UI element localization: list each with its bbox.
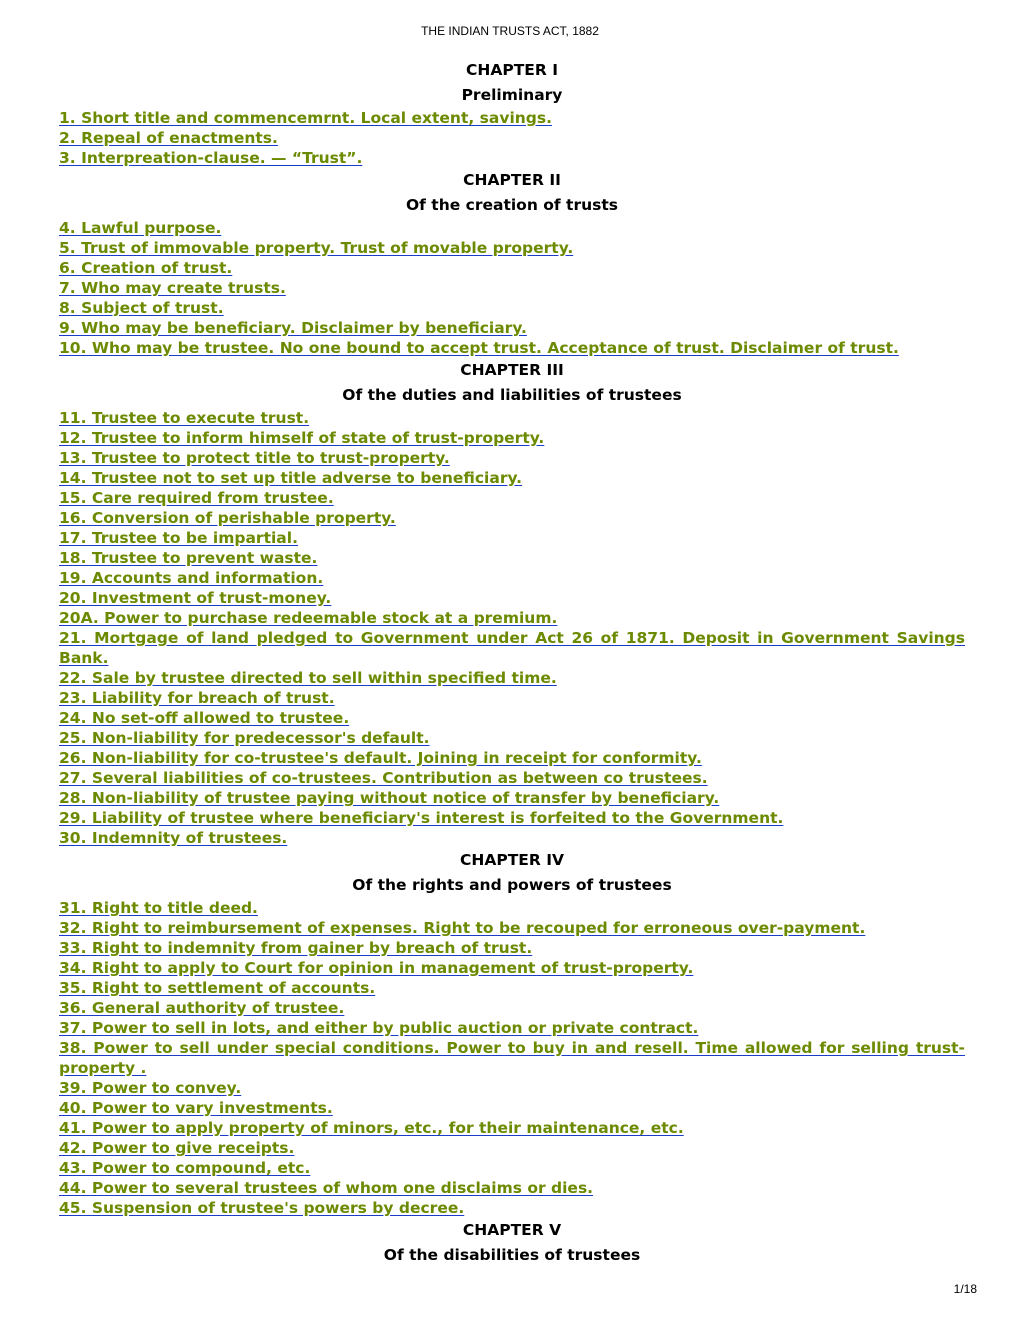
section-link[interactable]: 26. Non-liability for co-trustee's default. Joining in receipt for conformity. xyxy=(59,749,702,767)
section-link[interactable]: 5. Trust of immovable property. Trust of movable property. xyxy=(59,239,574,257)
section-link[interactable]: 14. Trustee not to set up title adverse to beneficiary. xyxy=(59,469,523,487)
chapter-title: Of the creation of trusts xyxy=(405,196,618,214)
chapter-title: Of the disabilities of trustees xyxy=(383,1246,641,1264)
section-link[interactable]: 42. Power to give receipts. xyxy=(59,1139,295,1157)
section-link[interactable]: 45. Suspension of trustee's powers by decree. xyxy=(59,1199,465,1217)
section-link[interactable]: 11. Trustee to execute trust. xyxy=(59,409,310,427)
section-link[interactable]: 27. Several liabilities of co-trustees. Contribution as between co trustees. xyxy=(59,769,708,787)
section-link[interactable]: 23. Liability for breach of trust. xyxy=(59,689,335,707)
chapter-number: CHAPTER III xyxy=(460,361,564,379)
section-link[interactable]: 7. Who may create trusts. xyxy=(59,279,286,297)
section-link[interactable]: 28. Non-liability of trustee paying without notice of transfer by beneficiary. xyxy=(59,789,720,807)
section-link[interactable]: 24. No set-off allowed to trustee. xyxy=(59,709,350,727)
section-link[interactable]: 34. Right to apply to Court for opinion in management of trust-property. xyxy=(59,959,694,977)
section-link[interactable]: 16. Conversion of perishable property. xyxy=(59,509,396,527)
section-link[interactable]: 2. Repeal of enactments. xyxy=(59,129,278,147)
section-link[interactable]: 10. Who may be trustee. No one bound to accept trust. Acceptance of trust. Disclaimer of trust. xyxy=(59,339,899,357)
section-link[interactable]: 44. Power to several trustees of whom one disclaims or dies. xyxy=(59,1179,594,1197)
section-link[interactable]: 6. Creation of trust. xyxy=(59,259,233,277)
section-link[interactable]: 8. Subject of trust. xyxy=(59,299,224,317)
section-link[interactable]: 31. Right to title deed. xyxy=(59,899,258,917)
section-link[interactable]: 1. Short title and commencemrnt. Local extent, savings. xyxy=(59,109,553,127)
section-link[interactable]: 13. Trustee to protect title to trust-property. xyxy=(59,449,450,467)
section-link[interactable]: 43. Power to compound, etc. xyxy=(59,1159,311,1177)
section-link[interactable]: 41. Power to apply property of minors, etc., for their maintenance, etc. xyxy=(59,1119,684,1137)
section-link[interactable]: 12. Trustee to inform himself of state of trust-property. xyxy=(59,429,545,447)
section-link[interactable]: 30. Indemnity of trustees. xyxy=(59,829,288,847)
section-link[interactable]: 36. General authority of trustee. xyxy=(59,999,345,1017)
section-link[interactable]: 35. Right to settlement of accounts. xyxy=(59,979,376,997)
section-link[interactable]: 19. Accounts and information. xyxy=(59,569,324,587)
section-link[interactable]: 15. Care required from trustee. xyxy=(59,489,334,507)
section-link[interactable]: 9. Who may be beneficiary. Disclaimer by beneficiary. xyxy=(59,319,527,337)
section-link[interactable]: 29. Liability of trustee where beneficiary's interest is forfeited to the Government. xyxy=(59,809,784,827)
section-link[interactable]: 33. Right to indemnity from gainer by breach of trust. xyxy=(59,939,533,957)
section-link[interactable]: 4. Lawful purpose. xyxy=(59,219,222,237)
section-link[interactable]: 20A. Power to purchase redeemable stock at a premium. xyxy=(59,609,558,627)
section-link[interactable]: 32. Right to reimbursement of expenses. Right to be recouped for erroneous over-payment. xyxy=(59,919,866,937)
section-link[interactable]: 39. Power to convey. xyxy=(59,1079,242,1097)
chapter-number: CHAPTER IV xyxy=(460,851,564,869)
section-link[interactable]: 37. Power to sell in lots, and either by public auction or private contract. xyxy=(59,1019,699,1037)
section-link[interactable]: 25. Non-liability for predecessor's default. xyxy=(59,729,430,747)
section-link[interactable]: 38. Power to sell under special conditions. Power to buy in and resell. Time allowed for selling trust-property . xyxy=(59,1039,965,1077)
section-link[interactable]: 18. Trustee to prevent waste. xyxy=(59,549,318,567)
page-header: THE INDIAN TRUSTS ACT, 1882 xyxy=(421,24,599,38)
chapter-number: CHAPTER V xyxy=(462,1221,562,1239)
chapter-title: Preliminary xyxy=(461,86,563,104)
section-link[interactable]: 3. Interpreation-clause. — “Trust”. xyxy=(59,149,363,167)
chapter-number: CHAPTER II xyxy=(463,171,561,189)
section-link[interactable]: 20. Investment of trust-money. xyxy=(59,589,332,607)
section-link[interactable]: 40. Power to vary investments. xyxy=(59,1099,333,1117)
page-number: 1/18 xyxy=(953,1282,977,1296)
table-of-contents xyxy=(59,58,965,1268)
chapter-title: Of the rights and powers of trustees xyxy=(352,876,672,894)
section-link[interactable]: 17. Trustee to be impartial. xyxy=(59,529,298,547)
section-link[interactable]: 21. Mortgage of land pledged to Government under Act 26 of 1871. Deposit in Government Savings Bank. xyxy=(59,629,965,667)
chapter-number: CHAPTER I xyxy=(466,61,558,79)
section-link[interactable]: 22. Sale by trustee directed to sell within specified time. xyxy=(59,669,557,687)
chapter-title: Of the duties and liabilities of trustees xyxy=(342,386,682,404)
